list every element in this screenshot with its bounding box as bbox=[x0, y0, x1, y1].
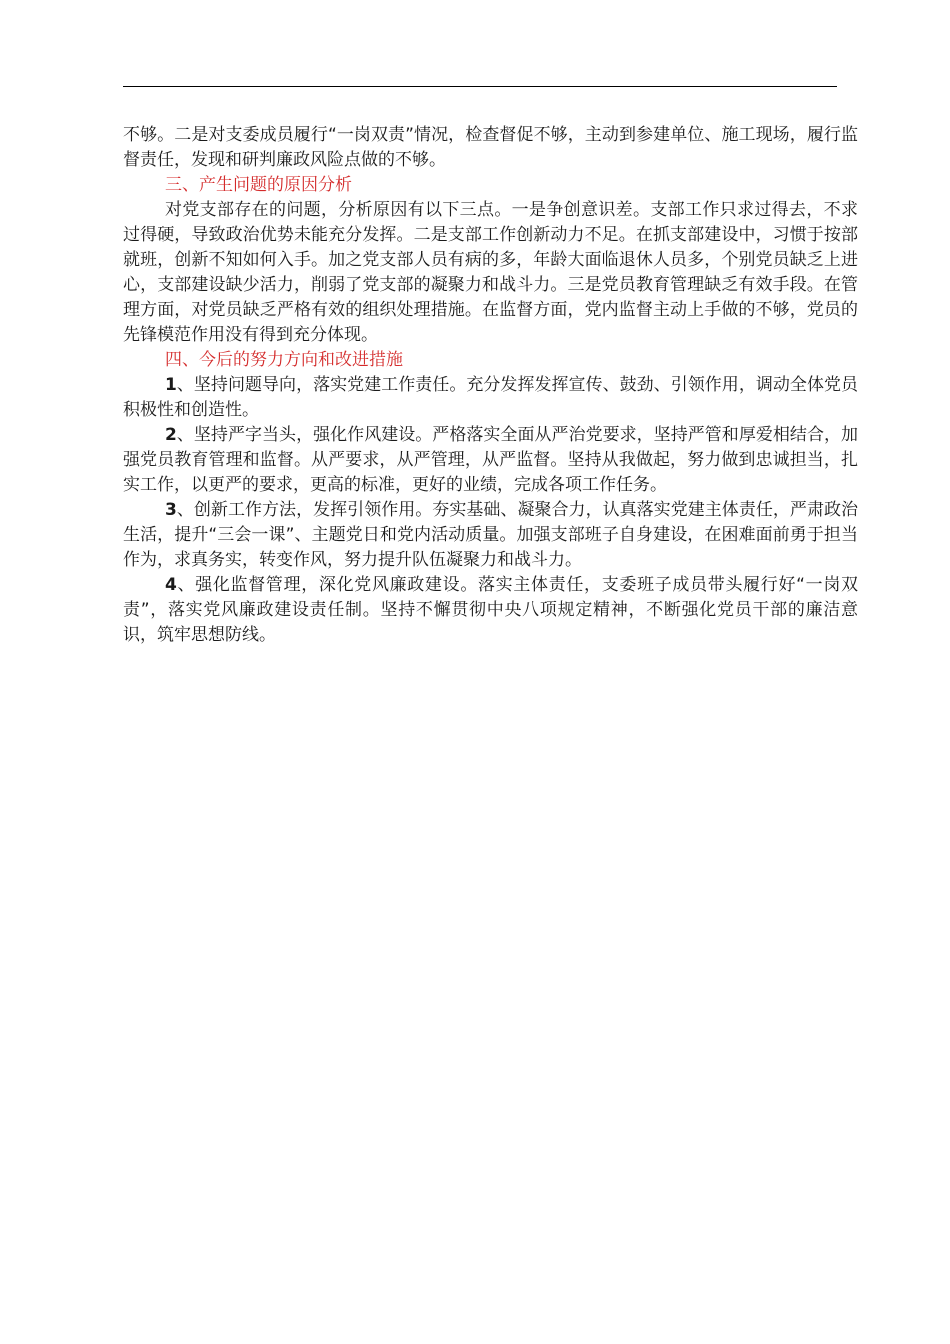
measure-number: 1 bbox=[165, 375, 177, 395]
section-heading-causes: 三、产生问题的原因分析 bbox=[165, 175, 352, 195]
document-body bbox=[123, 123, 858, 648]
header-rule bbox=[123, 86, 837, 87]
measure-number: 4 bbox=[165, 575, 177, 595]
measure-text: 、创新工作方法，发挥引领作用。夯实基础、凝聚合力，认真落实党建主体责任，严肃政治生活，提升“三会一课”、主题党日和党内活动质量。加强支部班子自身建设，在困难面前勇于担当作为，求真务实，转变作风，努力提升队伍凝聚力和战斗力。 bbox=[123, 500, 858, 570]
measure-text: 、坚持严字当头，强化作风建设。严格落实全面从严治党要求，坚持严管和厚爱相结合，加强党员教育管理和监督。从严要求，从严管理，从严监督。坚持从我做起，努力做到忠诚担当，扎实工作，以更严的要求，更高的标准，更好的业绩，完成各项工作任务。 bbox=[123, 425, 858, 495]
section-heading-measures: 四、今后的努力方向和改进措施 bbox=[165, 350, 403, 370]
measure-number: 2 bbox=[165, 425, 177, 445]
continued-paragraph: 不够。二是对支委成员履行“一岗双责”情况，检查督促不够，主动到参建单位、施工现场，履行监督责任，发现和研判廉政风险点做的不够。 bbox=[123, 125, 858, 170]
measure-text: 、强化监督管理，深化党风廉政建设。落实主体责任，支委班子成员带头履行好“一岗双责”，落实党风廉政建设责任制。坚持不懈贯彻中央八项规定精神，不断强化党员干部的廉洁意识，筑牢思想防线。 bbox=[123, 575, 858, 645]
measure-item bbox=[123, 573, 858, 648]
measure-number: 3 bbox=[165, 500, 177, 520]
measure-item bbox=[123, 373, 858, 423]
measure-item bbox=[123, 498, 858, 573]
measure-text: 、坚持问题导向，落实党建工作责任。充分发挥发挥宣传、鼓劲、引领作用，调动全体党员积极性和创造性。 bbox=[123, 375, 858, 420]
causes-paragraph: 对党支部存在的问题，分析原因有以下三点。一是争创意识差。支部工作只求过得去，不求过得硬，导致政治优势未能充分发挥。二是支部工作创新动力不足。在抓支部建设中，习惯于按部就班，创新不知如何入手。加之党支部人员有病的多，年龄大面临退休人员多，个别党员缺乏上进心，支部建设缺少活力，削弱了党支部的凝聚力和战斗力。三是党员教育管理缺乏有效手段。在管理方面，对党员缺乏严格有效的组织处理措施。在监督方面，党内监督主动上手做的不够，党员的先锋模范作用没有得到充分体现。 bbox=[123, 200, 858, 345]
measure-item bbox=[123, 423, 858, 498]
